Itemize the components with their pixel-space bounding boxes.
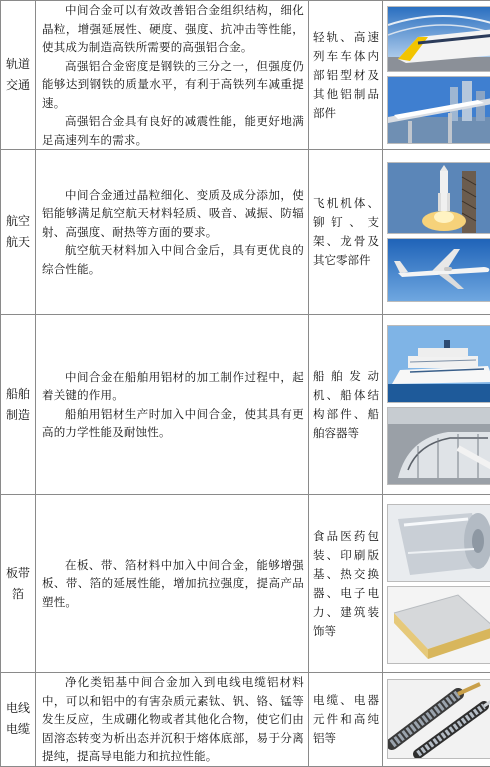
field-cell (1, 495, 36, 673)
description-paragraph: 在板、带、箔材料中加入中间合金，能够增强板、带、箔的延展性能，增加抗拉强度，提高产品塑性。 (42, 556, 304, 612)
description-cell (36, 495, 309, 673)
description-paragraph: 船舶用铝材生产时加入中间合金，使其具有更高的力学性能及耐蚀性。 (42, 405, 304, 442)
table-row (1, 150, 490, 315)
image-cell (383, 150, 490, 315)
usage-text: 轻轨、高速列车车体内部铝型材及其他铝制品部件 (313, 30, 379, 120)
usage-cell (309, 315, 383, 495)
field-label: 轨道交通 (5, 54, 31, 96)
field-label: 电线电缆 (5, 698, 31, 740)
description-paragraph: 高强铝合金具有良好的减震性能，能更好地满足高速列车的需求。 (42, 112, 304, 149)
composite-panel-photo (387, 586, 490, 664)
description-paragraph: 高强铝合金密度是钢铁的三分之一，但强度仍能够达到钢铁的质量水平，有利于高铁列车减重提速。 (42, 57, 304, 113)
usage-text: 食品医药包装、印刷版基、热交换器、电子电力、建筑装饰等 (313, 529, 379, 638)
description-paragraph: 航空航天材料加入中间合金后，具有更优良的综合性能。 (42, 241, 304, 278)
cruise-ship-photo (387, 325, 490, 403)
table-row (1, 673, 490, 767)
description-cell (36, 150, 309, 315)
image-cell (383, 315, 490, 495)
field-cell (1, 315, 36, 495)
usage-cell (309, 495, 383, 673)
field-label: 船舶制造 (5, 384, 31, 426)
description-paragraph: 中间合金通过晶粒细化、变质及成分添加，使铝能够满足航空航天材料轻质、吸音、减振、防辐射、高强度、耐热等方面的要求。 (42, 186, 304, 242)
field-cell (1, 673, 36, 767)
maglev-train-photo (387, 76, 490, 144)
airplane-photo (387, 238, 490, 302)
high-speed-train-photo (387, 6, 490, 72)
image-cell (383, 673, 490, 767)
image-cell (383, 1, 490, 150)
usage-text: 飞机机体、铆钉、支架、龙骨及其它零部件 (313, 196, 379, 267)
description-paragraph: 中间合金在船舶用铝材的加工制作过程中，起着关键的作用。 (42, 368, 304, 405)
rocket-launch-photo (387, 162, 490, 234)
usage-cell (309, 150, 383, 315)
table-row (1, 495, 490, 673)
image-cell (383, 495, 490, 673)
usage-text: 电缆、电器元件和高纯铝等 (313, 693, 379, 745)
table-row (1, 315, 490, 495)
aluminum-foil-roll-photo (387, 504, 490, 582)
description-paragraph: 中间合金可以有效改善铝合金组织结构，细化晶粒，增强延展性、硬度、强度、抗冲击等性能，使其成为制造高铁所需要的高强铝合金。 (42, 1, 304, 57)
ship-hull-photo (387, 407, 490, 485)
electric-cable-photo (387, 679, 490, 759)
field-label: 航空航天 (5, 211, 31, 253)
usage-cell (309, 673, 383, 767)
usage-cell (309, 1, 383, 150)
description-paragraph: 净化类铝基中间合金加入到电线电缆铝材料中，可以和铝中的有害杂质元素钛、钒、铬、锰等发生反应，生成硼化物或者其他化合物，使它们由固溶态转变为析出态并沉积于熔体底部，易于分离提纯，提高导电能力和抗拉性能。 (42, 673, 304, 766)
field-cell (1, 150, 36, 315)
description-cell (36, 315, 309, 495)
description-cell (36, 673, 309, 767)
description-cell (36, 1, 309, 150)
field-label: 板带箔 (5, 563, 31, 605)
table-row (1, 1, 490, 150)
field-cell (1, 1, 36, 150)
usage-text: 船舶发动机、船体结构部件、船舶容器等 (313, 369, 379, 440)
